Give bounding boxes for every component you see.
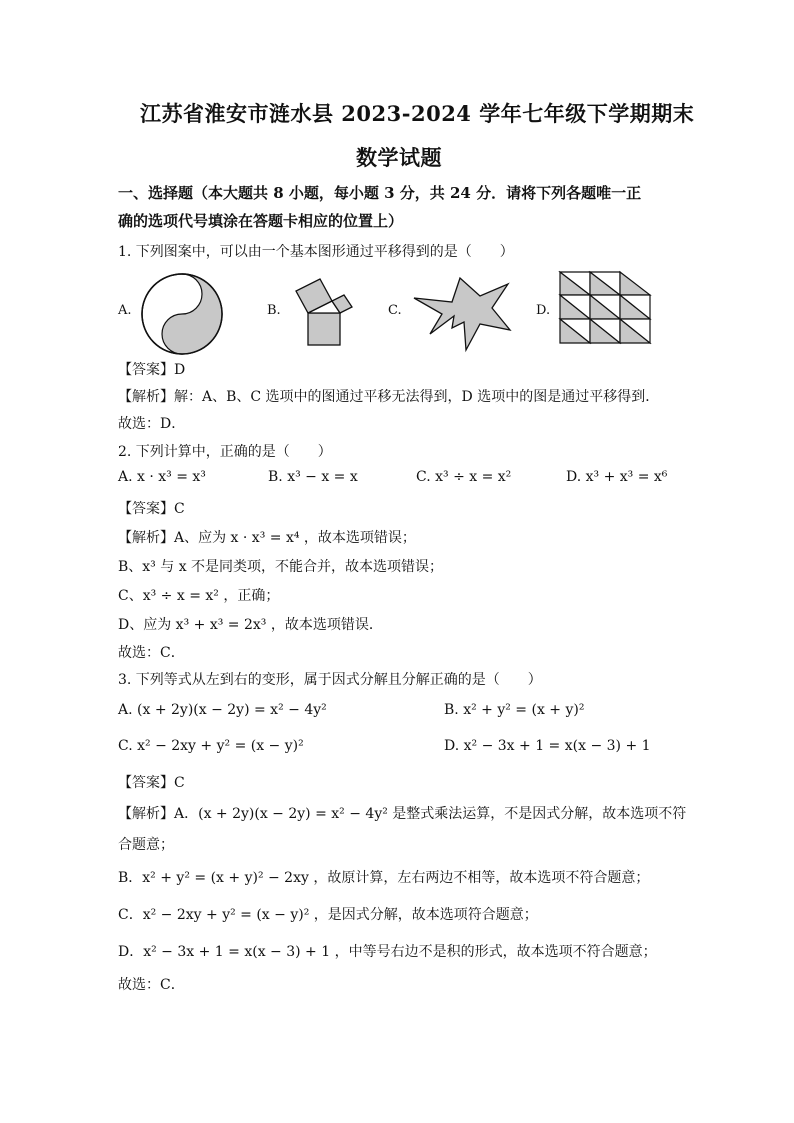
q3-analysis-line3: B．x² + y² = (x + y)² − 2xy ，故原计算，左右两边不相等，故本选项不符合题意； bbox=[118, 870, 650, 886]
q2-analysis-line3: C、x³ ÷ x = x² ，正确； bbox=[118, 588, 280, 604]
pythagoras-figure bbox=[288, 275, 368, 347]
q3-analysis-line4: C．x² − 2xy + y² = (x − y)² ，是因式分解，故本选项符合题意； bbox=[118, 907, 538, 923]
document-title-line1: 江苏省淮安市涟水县 2023-2024 学年七年级下学期期末 bbox=[140, 101, 695, 126]
q1-stem: 1. 下列图案中，可以由一个基本图形通过平移得到的是（ ） bbox=[118, 244, 514, 260]
q3-conclusion: 故选：C． bbox=[118, 977, 185, 993]
q2-analysis-line4: D、应为 x³ + x³ = 2x³ ，故本选项错误． bbox=[118, 617, 383, 633]
q3-analysis-line2: 合题意； bbox=[118, 837, 174, 853]
q2-option-d: D. x³ + x³ = x⁶ bbox=[566, 469, 668, 485]
section-heading-line1: 一、选择题（本大题共 8 小题，每小题 3 分，共 24 分．请将下列各题唯一正 bbox=[118, 184, 642, 202]
q3-option-a: A. (x + 2y)(x − 2y) = x² − 4y² bbox=[118, 702, 327, 718]
q3-stem: 3. 下列等式从左到右的变形，属于因式分解且分解正确的是（ ） bbox=[118, 672, 542, 688]
triangle-grid-figure bbox=[558, 270, 654, 346]
q1-answer: 【答案】D bbox=[118, 362, 186, 378]
q3-analysis-line5: D．x² − 3x + 1 = x(x − 3) + 1 ，中等号右边不是积的形式，故本选项不符合题意； bbox=[118, 944, 657, 960]
star-burst-figure bbox=[408, 274, 516, 354]
q2-stem: 2. 下列计算中，正确的是（ ） bbox=[118, 444, 332, 460]
q2-option-a: A. x · x³ = x³ bbox=[118, 469, 206, 485]
q2-conclusion: 故选：C． bbox=[118, 645, 185, 661]
q2-answer: 【答案】C bbox=[118, 501, 185, 517]
q1-option-b-label: B. bbox=[267, 303, 281, 318]
q2-analysis-line2: B、x³ 与 x 不是同类项，不能合并，故本选项错误； bbox=[118, 559, 444, 575]
q1-option-c-label: C. bbox=[388, 303, 402, 318]
q2-option-c: C. x³ ÷ x = x² bbox=[416, 469, 512, 485]
q3-option-c: C. x² − 2xy + y² = (x − y)² bbox=[118, 738, 304, 754]
q3-option-b: B. x² + y² = (x + y)² bbox=[444, 702, 585, 718]
q3-option-d: D. x² − 3x + 1 = x(x − 3) + 1 bbox=[444, 738, 651, 754]
q1-conclusion: 故选：D． bbox=[118, 416, 186, 432]
q1-analysis: 【解析】解：A、B、C 选项中的图通过平移无法得到，D 选项中的图是通过平移得到． bbox=[118, 389, 660, 405]
q3-answer: 【答案】C bbox=[118, 775, 185, 791]
q2-analysis-line1: 【解析】A、应为 x · x³ = x⁴ ，故本选项错误； bbox=[118, 530, 416, 546]
yin-yang-figure bbox=[140, 272, 224, 356]
q3-analysis-line1: 【解析】A．(x + 2y)(x − 2y) = x² − 4y² 是整式乘法运算，不是因式分解，故本选项不符 bbox=[118, 806, 687, 822]
q1-option-d-label: D. bbox=[536, 303, 551, 318]
document-title-line2: 数学试题 bbox=[356, 145, 442, 170]
section-heading-line2: 确的选项代号填涂在答题卡相应的位置上） bbox=[118, 212, 404, 230]
q1-option-a-label: A. bbox=[118, 303, 132, 318]
q2-option-b: B. x³ − x = x bbox=[268, 469, 358, 485]
